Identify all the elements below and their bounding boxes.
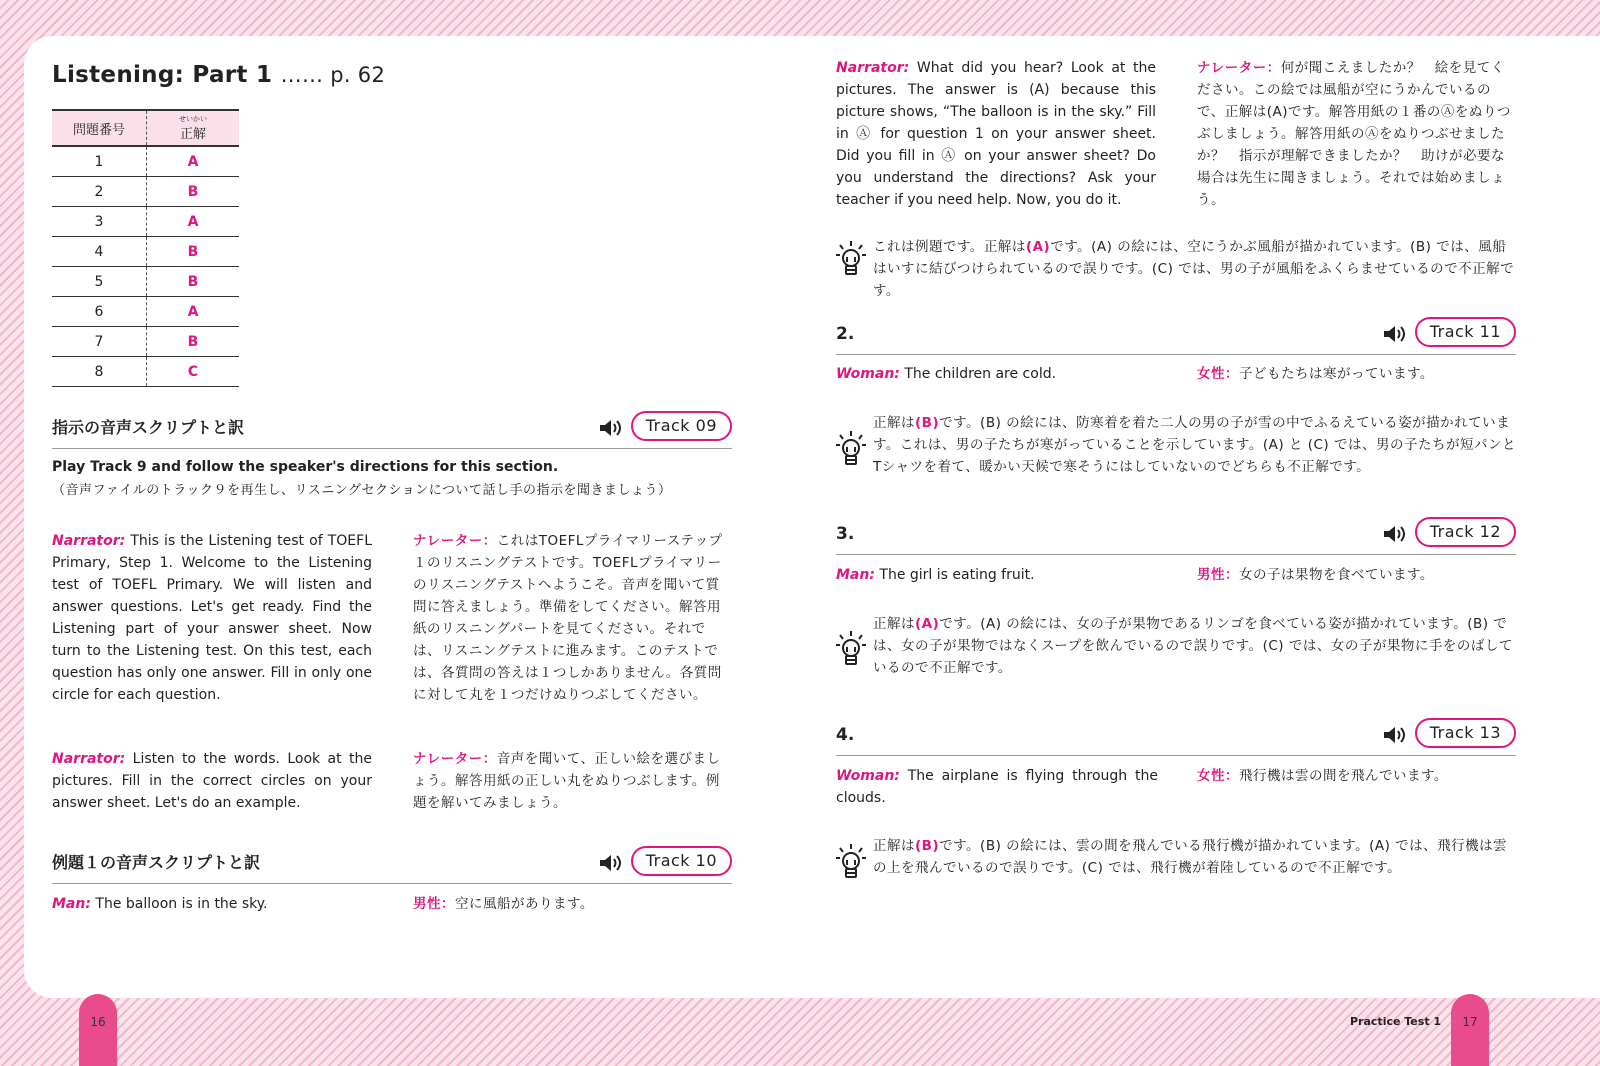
speaker-label: ナレーター：	[413, 751, 497, 767]
question-number: 4.	[836, 725, 855, 745]
section-heading: 指示の音声スクリプトと訳	[52, 418, 245, 437]
translation-text: 何が聞こえましたか？ 絵を見てください。この絵では風船が空にうかんでいるので、正解は(A)です。解答用紙の１番のⒶをぬりつぶしましょう。解答用紙のⒶをぬりつぶせましたか？ 指示が理解できましたか？ 助けが必要な場合は先生に聞きましょう。それでは始めましょう。	[1197, 60, 1511, 208]
script-text: What did you hear? Look at the pictures. The answer is (A) because this picture shows, “The balloon is in the sky.” Fill in Ⓐ for question 1 on your answer sheet. Did you fill in Ⓐ on your answer sheet? Do you understand the directions? Ask your teacher if you need help. Now, you do it.	[836, 60, 1157, 208]
speaker-label: 女性：	[1197, 768, 1239, 784]
answer-value: A	[147, 146, 240, 177]
example-section-header	[52, 839, 732, 884]
hint-post: です。(A) の絵には、空にうかぶ風船が描かれています。(B) では、風船はいすに結びつけられているので誤りです。(C) では、男の子が風船をふくらませているので不正解です。	[873, 239, 1515, 299]
speaker-label: Woman:	[836, 768, 900, 784]
hint-pre: 正解は	[873, 415, 915, 431]
question-number: 6	[52, 297, 147, 327]
script-text: The children are cold.	[904, 366, 1057, 382]
answer-value: B	[147, 267, 240, 297]
question-number: 5	[52, 267, 147, 297]
speaker-label: Man:	[52, 896, 91, 912]
table-row	[52, 237, 239, 267]
question-number: 2	[52, 177, 147, 207]
track-button[interactable]: Track 09	[631, 411, 732, 441]
answer-value: A	[147, 207, 240, 237]
track-button[interactable]: Track 12	[1415, 517, 1516, 547]
page-title	[52, 62, 385, 88]
hint-post: です。(A) の絵には、女の子が果物であるリンゴを食べている姿が描かれています。(B) では、女の子が果物ではなくスープを飲んでいるので誤りです。(C) では、女の子が果物に手をのばしているので不正解です。	[873, 616, 1513, 676]
speaker-label: Narrator:	[52, 533, 126, 549]
answer-table-header-number: 問題番号	[52, 110, 147, 146]
speaker-label: 男性：	[413, 896, 455, 912]
speaker-label: ナレーター：	[413, 533, 497, 549]
question-number: 3	[52, 207, 147, 237]
translation-text: 音声を聞いて、正しい絵を選びましょう。解答用紙の正しい丸をぬりつぶします。例題を解いてみましょう。	[413, 751, 721, 811]
directions-section-header	[52, 404, 732, 449]
hint-text-q3	[873, 613, 1518, 679]
hint-text-q2	[873, 412, 1518, 478]
translation-text: 空に風船があります。	[455, 896, 594, 912]
narrator-para-2-jp	[413, 748, 733, 814]
answer-value: C	[147, 357, 240, 387]
footer-label: Practice Test 1	[1350, 1015, 1442, 1028]
hint-text-example	[873, 236, 1518, 302]
narrator-intro-jp	[1197, 57, 1517, 211]
question-number: 2.	[836, 324, 855, 344]
table-row	[52, 207, 239, 237]
track-button[interactable]: Track 11	[1415, 317, 1516, 347]
ruby-text: せいかい	[179, 114, 207, 123]
answer-value: B	[147, 327, 240, 357]
table-row	[52, 146, 239, 177]
question-number: 4	[52, 237, 147, 267]
question-number: 1	[52, 146, 147, 177]
narrator-para-1-en	[52, 530, 372, 706]
speaker-icon[interactable]	[1382, 724, 1408, 746]
answer-table	[52, 109, 239, 387]
hint-answer: (B)	[915, 838, 940, 854]
hint-post: です。(B) の絵には、防寒着を着た二人の男の子が雪の中でふるえている姿が描かれています。これは、男の子たちが寒がっていることを示しています。(A) と (C) では、男の子たちが短パンとTシャツを着て、暖かい天候で寒そうにはしていないのでどちらも不正解です。	[873, 415, 1516, 475]
section-heading: 例題１の音声スクリプトと訳	[52, 853, 261, 872]
translation-text: 飛行機は雲の間を飛んでいます。	[1239, 768, 1448, 784]
question-2-script-en	[836, 363, 1166, 385]
question-number: 7	[52, 327, 147, 357]
hint-answer: (A)	[915, 616, 940, 632]
translation-text: 女の子は果物を食べています。	[1239, 567, 1434, 583]
lightbulb-icon	[836, 430, 866, 468]
script-text: The balloon is in the sky.	[95, 896, 268, 912]
answer-header-label: 正解	[179, 126, 206, 142]
speaker-label: Man:	[836, 567, 875, 583]
example-line-en	[52, 893, 382, 915]
answer-value: A	[147, 297, 240, 327]
track-button[interactable]: Track 10	[631, 846, 732, 876]
instruction-english: Play Track 9 and follow the speaker's directions for this section.	[52, 459, 559, 475]
translation-text: これはTOEFLプライマリーステップ１のリスニングテストです。TOEFLプライマリーのリスニングテストへようこそ。音声を聞いて質問に答えましょう。準備をしてください。解答用紙のリスニングパートを見てください。それでは、リスニングテストに進みます。このテストでは、各質問の答えは１つしかありません。各質問に対して丸を１つだけぬりつぶしてください。	[413, 533, 723, 703]
hint-pre: 正解は	[873, 838, 915, 854]
answer-value: B	[147, 177, 240, 207]
speaker-label: Narrator:	[836, 60, 910, 76]
speaker-label: Narrator:	[52, 751, 126, 767]
title-page-ref: …… p. 62	[280, 63, 386, 87]
hint-pre: これは例題です。正解は	[873, 239, 1026, 255]
question-3-script-en	[836, 564, 1166, 586]
hint-post: です。(B) の絵には、雲の間を飛んでいる飛行機が描かれています。(A) では、飛行機は雲の上を飛んでいるので誤りです。(C) では、飛行機が着陸しているので不正解です。	[873, 838, 1508, 876]
question-4-script-jp	[1197, 765, 1517, 787]
instruction-japanese: （音声ファイルのトラック９を再生し、リスニングセクションについて話し手の指示を聞きましょう）	[52, 483, 672, 498]
question-4-script-en	[836, 765, 1158, 809]
question-2-header	[836, 310, 1516, 355]
script-text: The airplane is flying through the clouds.	[836, 768, 1158, 806]
hint-answer: (B)	[915, 415, 940, 431]
track-button[interactable]: Track 13	[1415, 718, 1516, 748]
table-row	[52, 267, 239, 297]
lightbulb-icon	[836, 240, 866, 278]
speaker-label: 男性：	[1197, 567, 1239, 583]
page-number-left: 16	[79, 994, 117, 1066]
table-row	[52, 357, 239, 387]
example-line-jp	[413, 893, 743, 915]
speaker-icon[interactable]	[1382, 323, 1408, 345]
script-text: Listen to the words. Look at the pictures. Fill in the correct circles on your answer sheet. Let's do an example.	[52, 751, 373, 811]
narrator-intro-en	[836, 57, 1156, 211]
lightbulb-icon	[836, 630, 866, 668]
table-row	[52, 297, 239, 327]
speaker-label: 女性：	[1197, 366, 1239, 382]
table-row	[52, 177, 239, 207]
narrator-para-2-en	[52, 748, 372, 814]
question-3-script-jp	[1197, 564, 1517, 586]
speaker-label: Woman:	[836, 366, 900, 382]
page-number-right: 17	[1451, 994, 1489, 1066]
script-text: This is the Listening test of TOEFL Primary, Step 1. Welcome to the Listening test of TOEFL Primary. We will listen and answer questions. Let's get ready. Find the Listening part of your answer sheet. Now turn to the Listening test. On this test, each question has only one answer. Fill in only one circle for each question.	[52, 533, 372, 703]
hint-pre: 正解は	[873, 616, 915, 632]
translation-text: 子どもたちは寒がっています。	[1239, 366, 1434, 382]
table-row	[52, 327, 239, 357]
question-3-header	[836, 510, 1516, 555]
speaker-label: ナレーター：	[1197, 60, 1281, 76]
hint-answer: (A)	[1025, 239, 1051, 255]
script-text: The girl is eating fruit.	[879, 567, 1035, 583]
answer-table-header-answer	[147, 110, 240, 146]
answer-value: B	[147, 237, 240, 267]
hint-text-q4	[873, 835, 1518, 879]
speaker-icon[interactable]	[598, 417, 624, 439]
narrator-para-1-jp	[413, 530, 733, 706]
question-number: 3.	[836, 524, 855, 544]
lightbulb-icon	[836, 843, 866, 881]
speaker-icon[interactable]	[598, 852, 624, 874]
speaker-icon[interactable]	[1382, 523, 1408, 545]
title-text: Listening: Part 1	[52, 62, 273, 88]
question-number: 8	[52, 357, 147, 387]
question-2-script-jp	[1197, 363, 1517, 385]
question-4-header	[836, 711, 1516, 756]
